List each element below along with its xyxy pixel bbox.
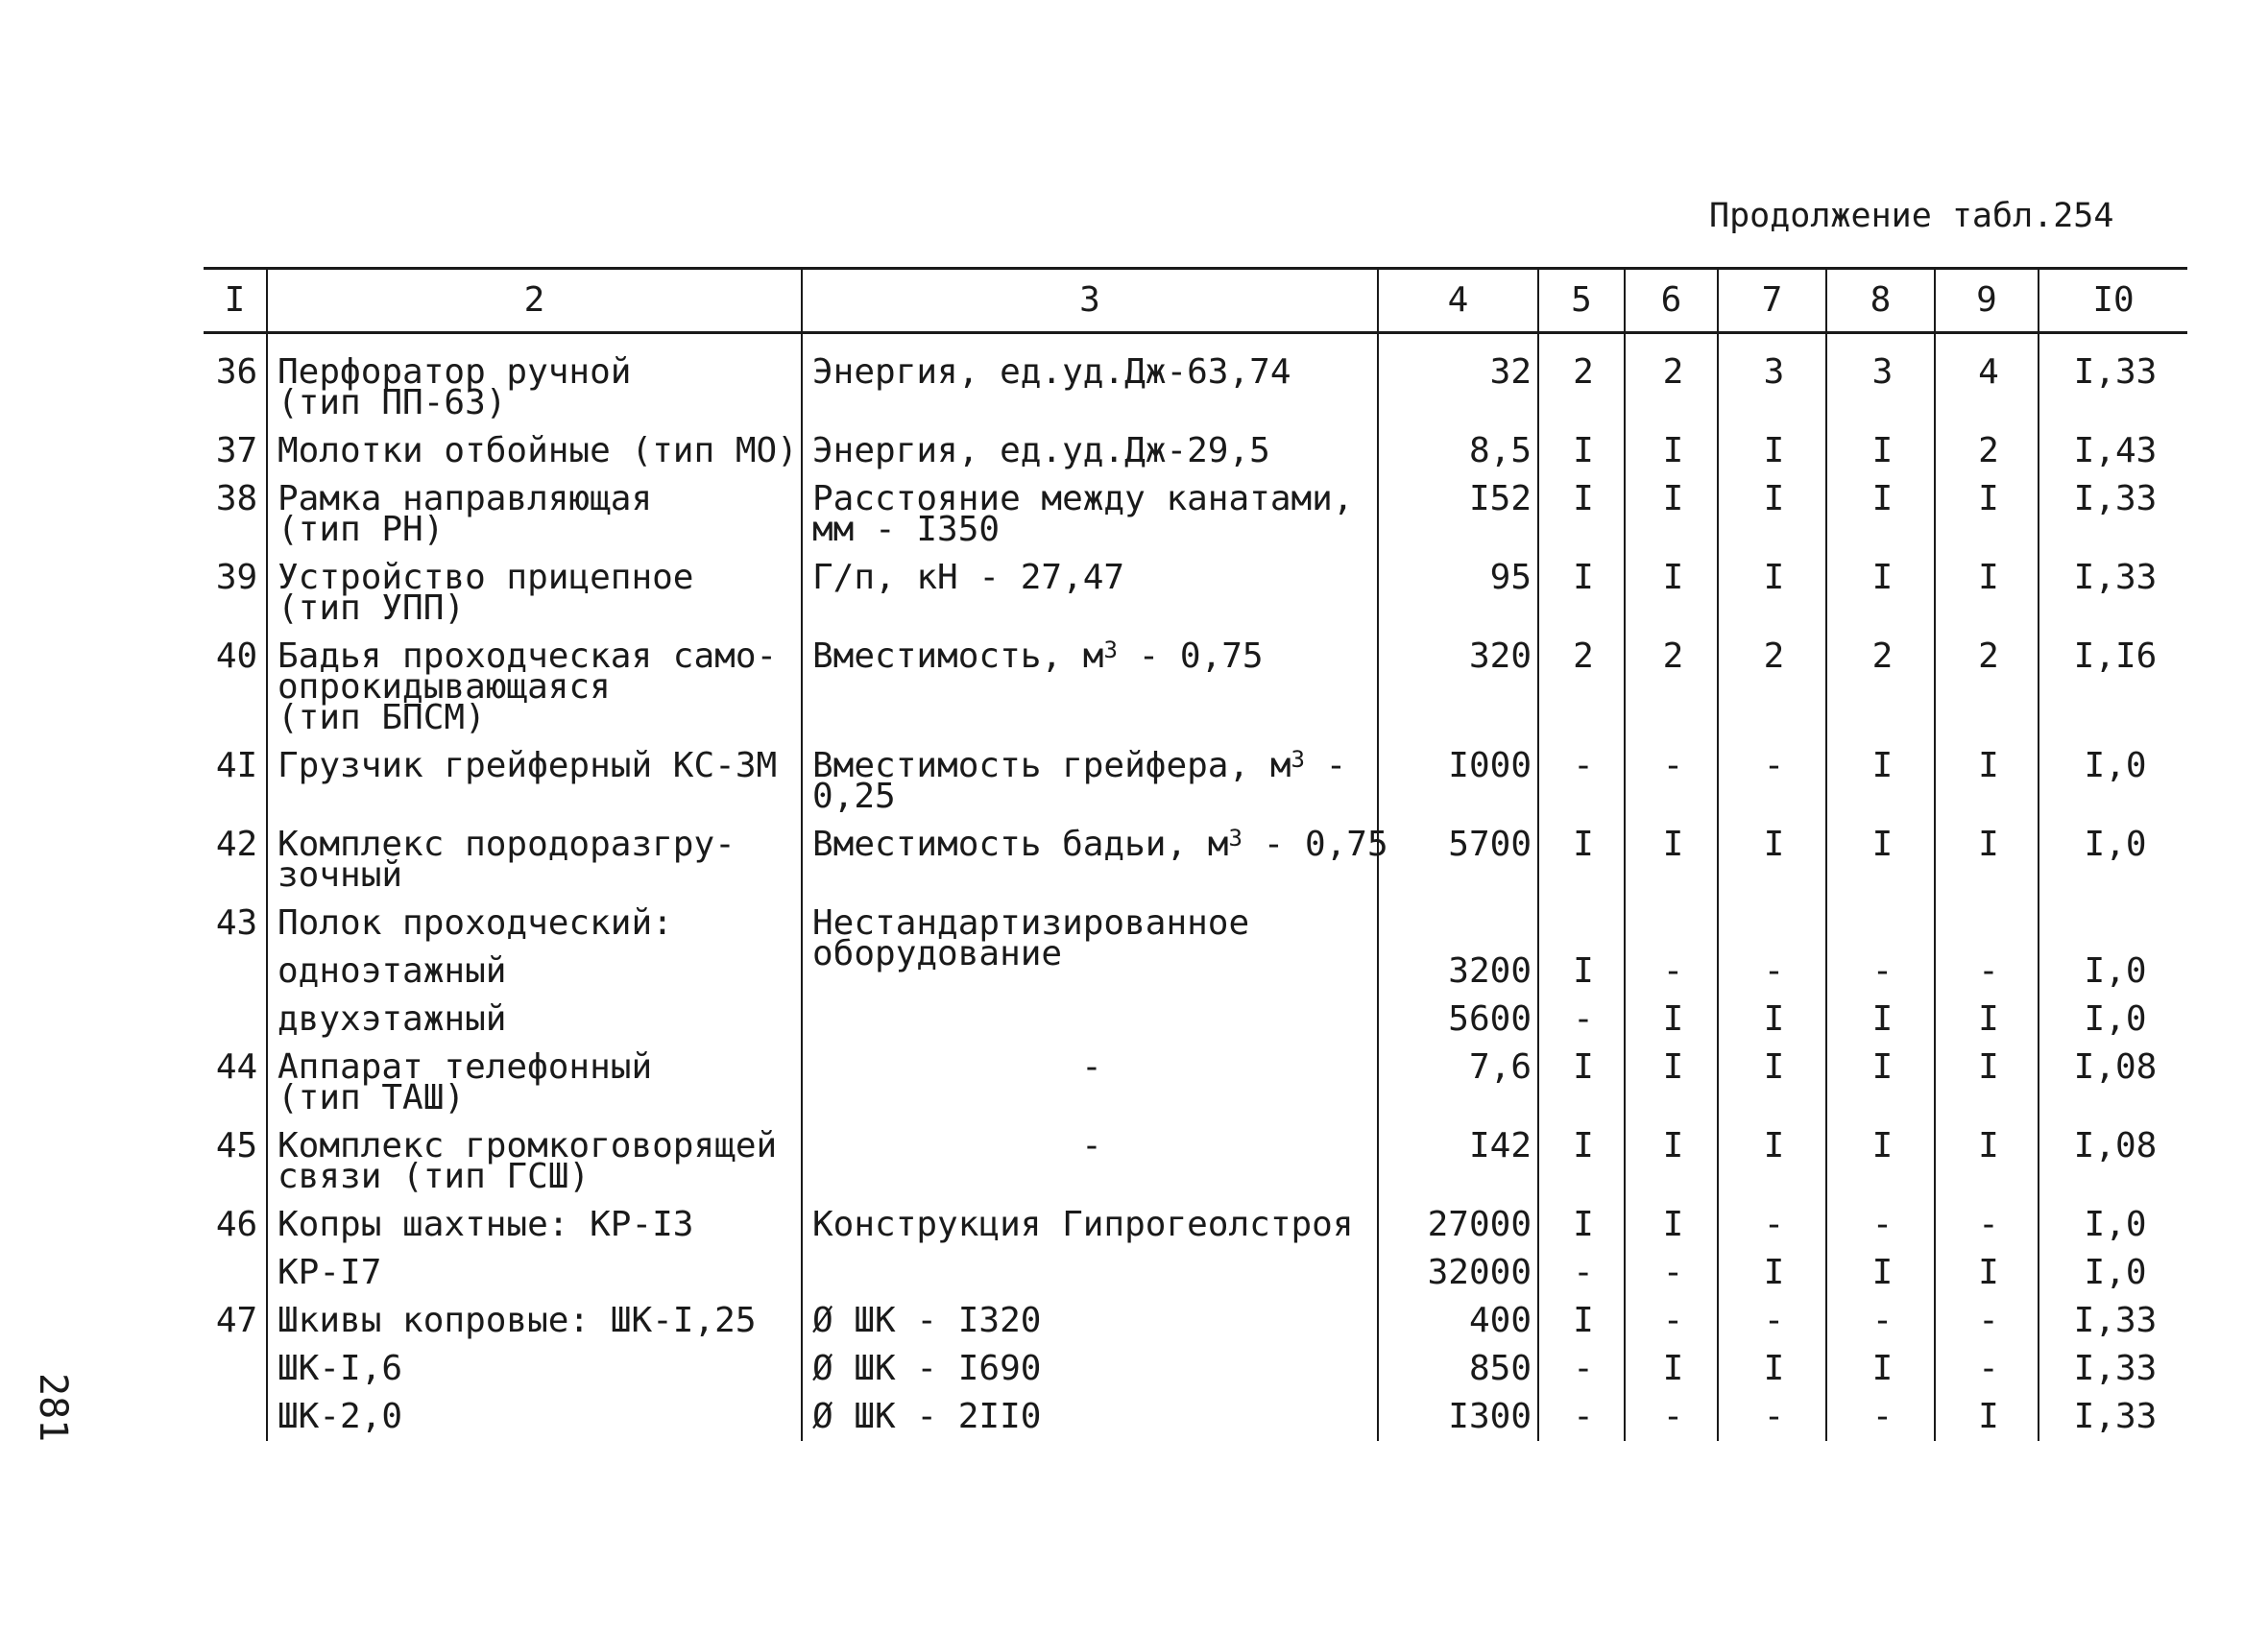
quantity: I bbox=[1935, 1393, 2039, 1441]
parameter-text: - 0,75 bbox=[1242, 825, 1388, 864]
parameter: Ø ШК - 2II0 bbox=[802, 1393, 1378, 1441]
page-number: 281 bbox=[31, 1373, 75, 1443]
name-line: зочный bbox=[277, 855, 403, 895]
quantity: I bbox=[1935, 554, 2039, 633]
quantity: - bbox=[1625, 1249, 1718, 1297]
parameter-text: - 0,75 bbox=[1117, 636, 1264, 676]
coefficient: I,0 bbox=[2039, 1201, 2187, 1249]
row-number: 40 bbox=[215, 636, 258, 676]
name-line: опрокидывающаяся bbox=[277, 667, 611, 707]
mass: 5700 bbox=[1378, 821, 1538, 900]
quantity: I bbox=[1935, 996, 2039, 1044]
mass: 95 bbox=[1378, 554, 1538, 633]
coefficient bbox=[2039, 900, 2187, 948]
row-number bbox=[204, 996, 267, 1044]
header-cell: 9 bbox=[1935, 269, 2039, 333]
row-number bbox=[204, 1249, 267, 1297]
quantity: - bbox=[1538, 742, 1625, 821]
equipment-name bbox=[267, 1044, 802, 1122]
row-number: 36 bbox=[215, 352, 258, 392]
quantity: - bbox=[1625, 742, 1718, 821]
parameter: Энергия, ед.уд.Дж-63,74 bbox=[802, 333, 1378, 428]
row-number: 39 bbox=[215, 558, 258, 597]
mass: I42 bbox=[1378, 1122, 1538, 1201]
quantity: I bbox=[1826, 742, 1935, 821]
table-row bbox=[204, 821, 2187, 900]
header-cell: 7 bbox=[1718, 269, 1826, 333]
equipment-name: двухэтажный bbox=[267, 996, 802, 1044]
parameter-line: Расстояние между канатами, bbox=[812, 479, 1354, 518]
name-line: Комплекс породоразгру- bbox=[277, 825, 736, 864]
equipment-name bbox=[267, 333, 802, 428]
row-number bbox=[204, 1393, 267, 1441]
parameter-line: оборудование bbox=[812, 934, 1063, 973]
name-line: Устройство прицепное bbox=[277, 558, 694, 597]
parameter: - bbox=[802, 1122, 1378, 1201]
quantity bbox=[1826, 900, 1935, 948]
equipment-name: КР-I7 bbox=[267, 1249, 802, 1297]
row-number: 38 bbox=[215, 479, 258, 518]
header-cell: 5 bbox=[1538, 269, 1625, 333]
table-row bbox=[204, 427, 2187, 475]
table-row bbox=[204, 554, 2187, 633]
table-row bbox=[204, 475, 2187, 554]
quantity: 4 bbox=[1935, 333, 2039, 428]
row-number: 43 bbox=[215, 903, 258, 943]
name-line: (тип РН) bbox=[277, 510, 445, 549]
quantity: I bbox=[1718, 427, 1826, 475]
quantity: I bbox=[1826, 1044, 1935, 1122]
quantity: I bbox=[1538, 1297, 1625, 1345]
quantity: - bbox=[1826, 1201, 1935, 1249]
quantity: I bbox=[1826, 1249, 1935, 1297]
mass bbox=[1378, 900, 1538, 948]
row-number: 4I bbox=[215, 746, 258, 785]
quantity: I bbox=[1625, 1201, 1718, 1249]
quantity: 2 bbox=[1935, 427, 2039, 475]
mass: 7,6 bbox=[1378, 1044, 1538, 1122]
table-row bbox=[204, 1249, 2187, 1297]
quantity bbox=[1625, 900, 1718, 948]
table-row bbox=[204, 333, 2187, 428]
coefficient: I,33 bbox=[2039, 1345, 2187, 1393]
mass: 32 bbox=[1378, 333, 1538, 428]
coefficient: I,33 bbox=[2039, 1393, 2187, 1441]
quantity bbox=[1935, 900, 2039, 948]
header-row bbox=[204, 269, 2187, 333]
parameter bbox=[802, 821, 1388, 900]
quantity: 2 bbox=[1625, 633, 1718, 742]
quantity: I bbox=[1826, 1345, 1935, 1393]
coefficient: I,08 bbox=[2039, 1122, 2187, 1201]
header-cell: I bbox=[204, 269, 267, 333]
name-line: Бадья проходческая само- bbox=[277, 636, 778, 676]
equipment-name: одноэтажный bbox=[267, 948, 802, 996]
quantity: I bbox=[1935, 1249, 2039, 1297]
equipment-table bbox=[204, 267, 2187, 1441]
table-row bbox=[204, 633, 2187, 742]
quantity: - bbox=[1826, 1297, 1935, 1345]
row-number: 37 bbox=[215, 431, 258, 470]
quantity: - bbox=[1718, 1393, 1826, 1441]
parameter: Конструкция Гипрогеолстроя bbox=[802, 1201, 1378, 1249]
parameter bbox=[802, 900, 1378, 996]
superscript: 3 bbox=[1228, 825, 1243, 852]
row-number: 45 bbox=[215, 1126, 258, 1165]
quantity: 2 bbox=[1718, 633, 1826, 742]
quantity: 2 bbox=[1538, 333, 1625, 428]
quantity: - bbox=[1538, 1393, 1625, 1441]
quantity: I bbox=[1826, 1122, 1935, 1201]
mass: 32000 bbox=[1378, 1249, 1538, 1297]
table-row bbox=[204, 1393, 2187, 1441]
quantity: I bbox=[1538, 1122, 1625, 1201]
coefficient: I,0 bbox=[2039, 1249, 2187, 1297]
header-cell: 6 bbox=[1625, 269, 1718, 333]
parameter-text: Вместимость бадьи, м bbox=[812, 825, 1229, 864]
quantity: I bbox=[1625, 821, 1718, 900]
equipment-name bbox=[267, 1122, 802, 1201]
quantity: - bbox=[1625, 948, 1718, 996]
name-line: Комплекс громкоговорящей bbox=[277, 1126, 778, 1165]
coefficient: I,0 bbox=[2039, 948, 2187, 996]
quantity: I bbox=[1538, 475, 1625, 554]
quantity: I bbox=[1935, 821, 2039, 900]
superscript: 3 bbox=[1103, 636, 1118, 663]
equipment-name: Молотки отбойные (тип МО) bbox=[267, 427, 802, 475]
quantity: I bbox=[1718, 996, 1826, 1044]
quantity: - bbox=[1935, 1201, 2039, 1249]
header-cell: 4 bbox=[1378, 269, 1538, 333]
parameter bbox=[802, 633, 1378, 742]
quantity: I bbox=[1538, 821, 1625, 900]
name-line: связи (тип ГСШ) bbox=[277, 1157, 591, 1196]
header-cell: 2 bbox=[267, 269, 802, 333]
quantity: I bbox=[1625, 996, 1718, 1044]
quantity: I bbox=[1935, 1044, 2039, 1122]
mass: 8,5 bbox=[1378, 427, 1538, 475]
quantity: 2 bbox=[1826, 633, 1935, 742]
equipment-name: Копры шахтные: КР-I3 bbox=[267, 1201, 802, 1249]
quantity: I bbox=[1718, 821, 1826, 900]
coefficient: I,0 bbox=[2039, 742, 2187, 821]
mass: 27000 bbox=[1378, 1201, 1538, 1249]
equipment-name: ШК-2,0 bbox=[267, 1393, 802, 1441]
quantity: - bbox=[1935, 1297, 2039, 1345]
name-line: Перфоратор ручной bbox=[277, 352, 632, 392]
mass: 850 bbox=[1378, 1345, 1538, 1393]
quantity: I bbox=[1935, 1122, 2039, 1201]
parameter-text: Вместимость, м bbox=[812, 636, 1104, 676]
coefficient: I,33 bbox=[2039, 475, 2187, 554]
quantity: - bbox=[1826, 948, 1935, 996]
coefficient: I,43 bbox=[2039, 427, 2187, 475]
quantity: I bbox=[1538, 948, 1625, 996]
quantity: - bbox=[1718, 1297, 1826, 1345]
parameter-line: мм - I350 bbox=[812, 510, 1001, 549]
quantity: I bbox=[1718, 1122, 1826, 1201]
quantity: I bbox=[1718, 1249, 1826, 1297]
coefficient: I,33 bbox=[2039, 333, 2187, 428]
header-cell: I0 bbox=[2039, 269, 2187, 333]
coefficient: I,33 bbox=[2039, 554, 2187, 633]
quantity: I bbox=[1826, 554, 1935, 633]
quantity: I bbox=[1935, 742, 2039, 821]
equipment-name: Полок проходческий: bbox=[267, 900, 802, 948]
quantity: - bbox=[1718, 948, 1826, 996]
table-row bbox=[204, 996, 2187, 1044]
table-caption: Продолжение табл.254 bbox=[1709, 197, 2114, 235]
quantity: I bbox=[1625, 475, 1718, 554]
quantity: 3 bbox=[1826, 333, 1935, 428]
quantity: I bbox=[1538, 427, 1625, 475]
mass: 320 bbox=[1378, 633, 1538, 742]
row-number: 47 bbox=[215, 1301, 258, 1340]
parameter-text: Вместимость грейфера, м bbox=[812, 746, 1291, 785]
quantity: - bbox=[1538, 1345, 1625, 1393]
parameter bbox=[802, 742, 1378, 821]
name-line: (тип БПСМ) bbox=[277, 698, 486, 737]
header-cell: 3 bbox=[802, 269, 1378, 333]
quantity: I bbox=[1625, 427, 1718, 475]
coefficient: I,0 bbox=[2039, 996, 2187, 1044]
quantity bbox=[1718, 900, 1826, 948]
table-row bbox=[204, 1297, 2187, 1345]
quantity: 2 bbox=[1625, 333, 1718, 428]
parameter bbox=[802, 1249, 1378, 1297]
quantity: I bbox=[1625, 554, 1718, 633]
quantity: I bbox=[1625, 1345, 1718, 1393]
quantity: I bbox=[1826, 427, 1935, 475]
mass: I000 bbox=[1378, 742, 1538, 821]
quantity: 3 bbox=[1718, 333, 1826, 428]
parameter-line bbox=[812, 746, 1371, 785]
quantity: - bbox=[1718, 742, 1826, 821]
parameter bbox=[802, 996, 1378, 1044]
name-line: (тип ПП-63) bbox=[277, 383, 507, 422]
quantity: 2 bbox=[1935, 633, 2039, 742]
equipment-name bbox=[267, 554, 802, 633]
parameter-line: Нестандартизированное bbox=[812, 903, 1250, 943]
quantity: I bbox=[1718, 554, 1826, 633]
quantity bbox=[1538, 900, 1625, 948]
parameter: - bbox=[802, 1044, 1378, 1122]
quantity: I bbox=[1718, 1345, 1826, 1393]
quantity: I bbox=[1538, 1044, 1625, 1122]
equipment-name: ШК-I,6 bbox=[267, 1345, 802, 1393]
mass: 400 bbox=[1378, 1297, 1538, 1345]
parameter-line: 0,25 bbox=[812, 777, 896, 816]
quantity: I bbox=[1538, 554, 1625, 633]
table-row bbox=[204, 900, 2187, 948]
equipment-name bbox=[267, 821, 802, 900]
coefficient: I,0 bbox=[2039, 821, 2187, 900]
superscript: 3 bbox=[1291, 746, 1305, 773]
quantity: - bbox=[1625, 1393, 1718, 1441]
mass: 3200 bbox=[1378, 948, 1538, 996]
name-line: Рамка направляющая bbox=[277, 479, 653, 518]
coefficient: I,33 bbox=[2039, 1297, 2187, 1345]
equipment-name bbox=[267, 633, 802, 742]
table-row bbox=[204, 742, 2187, 821]
row-number: 42 bbox=[215, 825, 258, 864]
row-number: 46 bbox=[215, 1205, 258, 1244]
parameter: Г/п, кН - 27,47 bbox=[802, 554, 1378, 633]
quantity: - bbox=[1625, 1297, 1718, 1345]
coefficient: I,I6 bbox=[2039, 633, 2187, 742]
quantity: I bbox=[1826, 821, 1935, 900]
quantity: - bbox=[1935, 948, 2039, 996]
quantity: - bbox=[1935, 1345, 2039, 1393]
equipment-name bbox=[267, 475, 802, 554]
mass: I300 bbox=[1378, 1393, 1538, 1441]
quantity: - bbox=[1538, 1249, 1625, 1297]
name-line: (тип ТАШ) bbox=[277, 1078, 466, 1117]
quantity: I bbox=[1625, 1044, 1718, 1122]
quantity: I bbox=[1826, 996, 1935, 1044]
quantity: I bbox=[1935, 475, 2039, 554]
quantity: - bbox=[1718, 1201, 1826, 1249]
quantity: I bbox=[1826, 475, 1935, 554]
table-row bbox=[204, 1044, 2187, 1122]
header-cell: 8 bbox=[1826, 269, 1935, 333]
quantity: I bbox=[1538, 1201, 1625, 1249]
mass: 5600 bbox=[1378, 996, 1538, 1044]
quantity: 2 bbox=[1538, 633, 1625, 742]
table-row bbox=[204, 1122, 2187, 1201]
parameter: Ø ШК - I690 bbox=[802, 1345, 1378, 1393]
row-number bbox=[204, 1345, 267, 1393]
coefficient: I,08 bbox=[2039, 1044, 2187, 1122]
parameter: Энергия, ед.уд.Дж-29,5 bbox=[802, 427, 1378, 475]
table-row bbox=[204, 1201, 2187, 1249]
quantity: I bbox=[1718, 1044, 1826, 1122]
row-number bbox=[204, 948, 267, 996]
parameter: Ø ШК - I320 bbox=[802, 1297, 1378, 1345]
row-number: 44 bbox=[215, 1047, 258, 1087]
quantity: - bbox=[1826, 1393, 1935, 1441]
quantity: I bbox=[1718, 475, 1826, 554]
quantity: I bbox=[1625, 1122, 1718, 1201]
quantity: - bbox=[1538, 996, 1625, 1044]
equipment-name: Шкивы копровые: ШК-I,25 bbox=[267, 1297, 802, 1345]
name-line: (тип УПП) bbox=[277, 588, 466, 628]
equipment-name: Грузчик грейферный КС-3М bbox=[267, 742, 802, 821]
name-line: Аппарат телефонный bbox=[277, 1047, 653, 1087]
mass: I52 bbox=[1378, 475, 1538, 554]
table-row bbox=[204, 1345, 2187, 1393]
parameter bbox=[802, 475, 1378, 554]
parameter-text: - bbox=[1304, 746, 1347, 785]
